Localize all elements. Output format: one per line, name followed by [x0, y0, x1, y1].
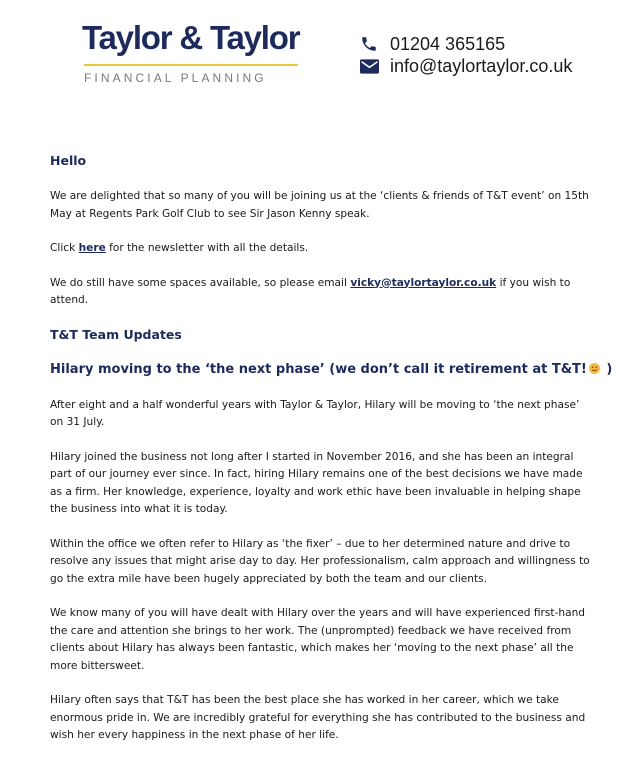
email-body: [50, 153, 613, 762]
phone-icon: [360, 34, 380, 54]
hilary-article-heading: [50, 361, 613, 378]
hilary-paragraph-2: Hilary joined the business not long after I started in November 2016, and she has been an integral part of our journey ever since. In fact, hiring Hilary remains one of the best decisions we have made as a firm. Her knowledge, experience, loyalty and work ethic have been invaluable in helping shape the business into what it is today.: [50, 450, 583, 515]
newsletter-link[interactable]: here: [78, 242, 106, 254]
event-paragraph: We are delighted that so many of you will be joining us at the ‘clients & friends of T&T event’ on 15th May at Regents Park Golf Club to see Sir Jason Kenny speak.: [50, 190, 589, 220]
email-address[interactable]: info@taylortaylor.co.uk: [390, 56, 573, 76]
attend-text-after: if you wish to attend.: [50, 276, 571, 306]
logo-divider: [84, 64, 298, 66]
greeting-heading: Hello: [50, 153, 87, 168]
email-contact: [360, 56, 572, 76]
hilary-heading-text: Hilary moving to the ‘the next phase’ (we don’t call it retirement at T&T!: [50, 361, 587, 377]
company-logo-name: Taylor & Taylor: [82, 19, 300, 56]
smiling-face-icon: [589, 363, 600, 374]
newsletter-text-before: Click: [50, 242, 79, 254]
phone-contact: [360, 34, 505, 54]
attend-text-before: We do still have some spaces available, so please email: [50, 276, 351, 289]
vicky-email-link[interactable]: vicky@taylortaylor.co.uk: [350, 276, 497, 289]
hilary-paragraph-3: Within the office we often refer to Hilary as ‘the fixer’ – due to her determined nature and drive to resolve any issues that might arise day to day. Her professionalism, calm approach and willingness to go the extra mile have been hugely appreciated by both the team and our clients.: [50, 537, 590, 585]
hilary-heading-close: ): [601, 361, 613, 377]
company-logo-tagline: FINANCIAL PLANNING: [84, 71, 267, 85]
hilary-paragraph-1: After eight and a half wonderful years with Taylor & Taylor, Hilary will be moving to ‘the next phase’ on 31 July.: [50, 398, 580, 428]
phone-number: 01204 365165: [390, 34, 506, 54]
attend-paragraph: [50, 275, 595, 310]
team-updates-heading: T&T Team Updates: [50, 326, 182, 342]
newsletter-paragraph: [50, 240, 595, 258]
envelope-icon: [360, 56, 380, 76]
newsletter-text-after: for the newsletter with all the details.: [105, 242, 309, 254]
hilary-paragraph-4: We know many of you will have dealt with Hilary over the years and will have experienced first-hand the care and attention she brings to her work. The (unprompted) feedback we have received from clients about Hilary has always been fantastic, which makes her ‘moving to the next phase’ all the more bittersweet.: [50, 607, 586, 672]
hilary-paragraph-5: Hilary often says that T&T has been the best place she has worked in her career, which we take enormous pride in. We are incredibly grateful for everything she has contributed to the business and wish her every happiness in the next phase of her life.: [50, 694, 586, 741]
